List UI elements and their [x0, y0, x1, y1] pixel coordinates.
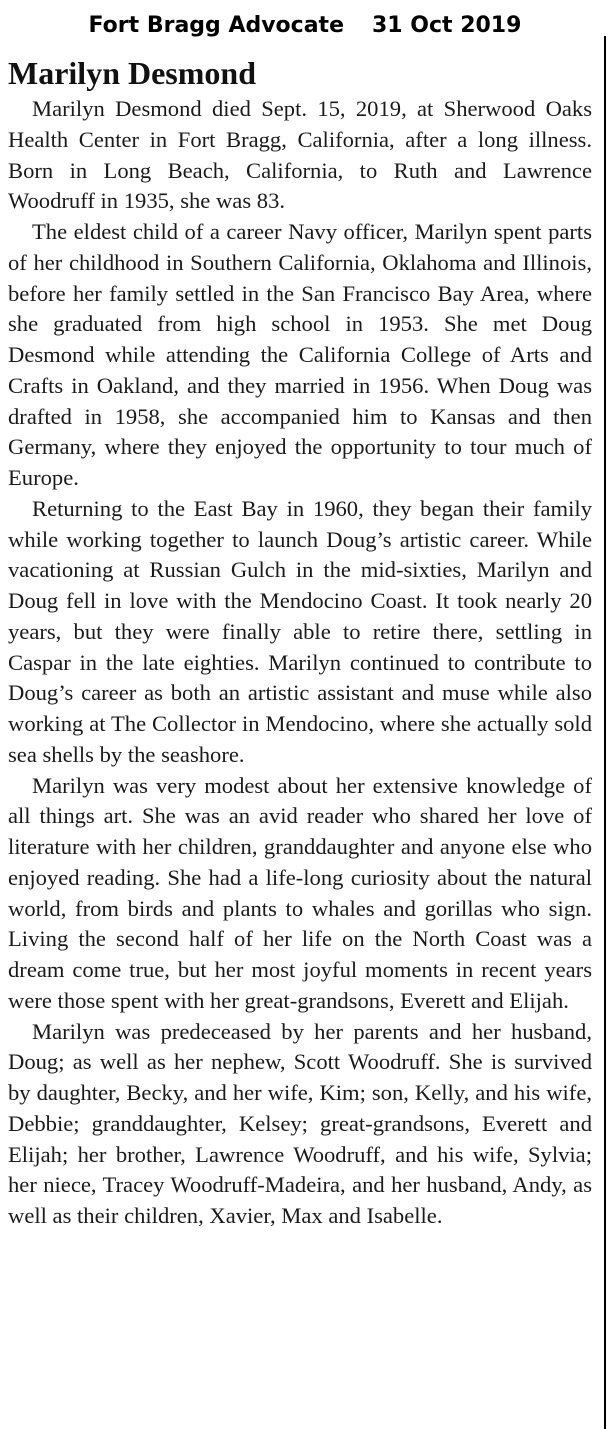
- obituary-body: [8, 94, 592, 1232]
- paragraph-family-career: Returning to the East Bay in 1960, they began their family while working together to launch Doug’s artistic career. While vacationing at Russian Gulch in the mid-sixties, Marilyn and Doug fell in love with the Mendocino Coast. It took nearly 20 years, but they were finally able to retire there, settling in Caspar in the late eighties. Marilyn continued to contribute to Doug’s career as both an artistic assistant and muse while also working at The Collector in Mendocino, where she actually sold sea shells by the seashore.: [8, 495, 592, 767]
- paragraph-survivors: Marilyn was predeceased by her parents and her husband, Doug; as well as her nephew, Scott Woodruff. She is survived by daughter, Becky, and her wife, Kim; son, Kelly, and his wife, Debbie; granddaughter, Kelsey; great-grandsons, Everett and Elijah; her brother, Lawrence Woodruff, and his wife, Sylvia; her niece, Tracey Woodruff-Madeira, and her husband, Andy, as well as their children, Xavier, Max and Isabelle.: [8, 1018, 592, 1228]
- obituary-headline: Marilyn Desmond: [8, 55, 256, 91]
- column-rule: [604, 36, 606, 1429]
- masthead: [0, 6, 610, 46]
- publication-name: Fort Bragg Advocate: [88, 13, 344, 38]
- paragraph-interests: Marilyn was very modest about her extensive knowledge of all things art. She was an avid reader who shared her love of literature with her children, granddaughter and anyone else who enjoyed reading. She had a life-long curiosity about the natural world, from birds and plants to whales and gorillas who sign. Living the second half of her life on the North Coast was a dream come true, but her most joyful moments in recent years were those spent with her great-grandsons, Everett and Elijah.: [8, 772, 592, 1013]
- paragraph-death-notice: Marilyn Desmond died Sept. 15, 2019, at Sherwood Oaks Health Center in Fort Bragg, California, after a long illness. Born in Long Beach, California, to Ruth and Lawrence Woodruff in 1935, she was 83.: [8, 96, 592, 214]
- paragraph-early-life: The eldest child of a career Navy officer, Marilyn spent parts of her childhood in Southern California, Oklahoma and Illinois, before her family settled in the San Francisco Bay Area, where she graduated from high school in 1953. She met Doug Desmond while attending the California College of Arts and Crafts in Oakland, and they married in 1956. When Doug was drafted in 1958, she accompanied him to Kansas and then Germany, where they enjoyed the opportunity to tour much of Europe.: [8, 219, 592, 490]
- publication-date: 31 Oct 2019: [372, 13, 522, 38]
